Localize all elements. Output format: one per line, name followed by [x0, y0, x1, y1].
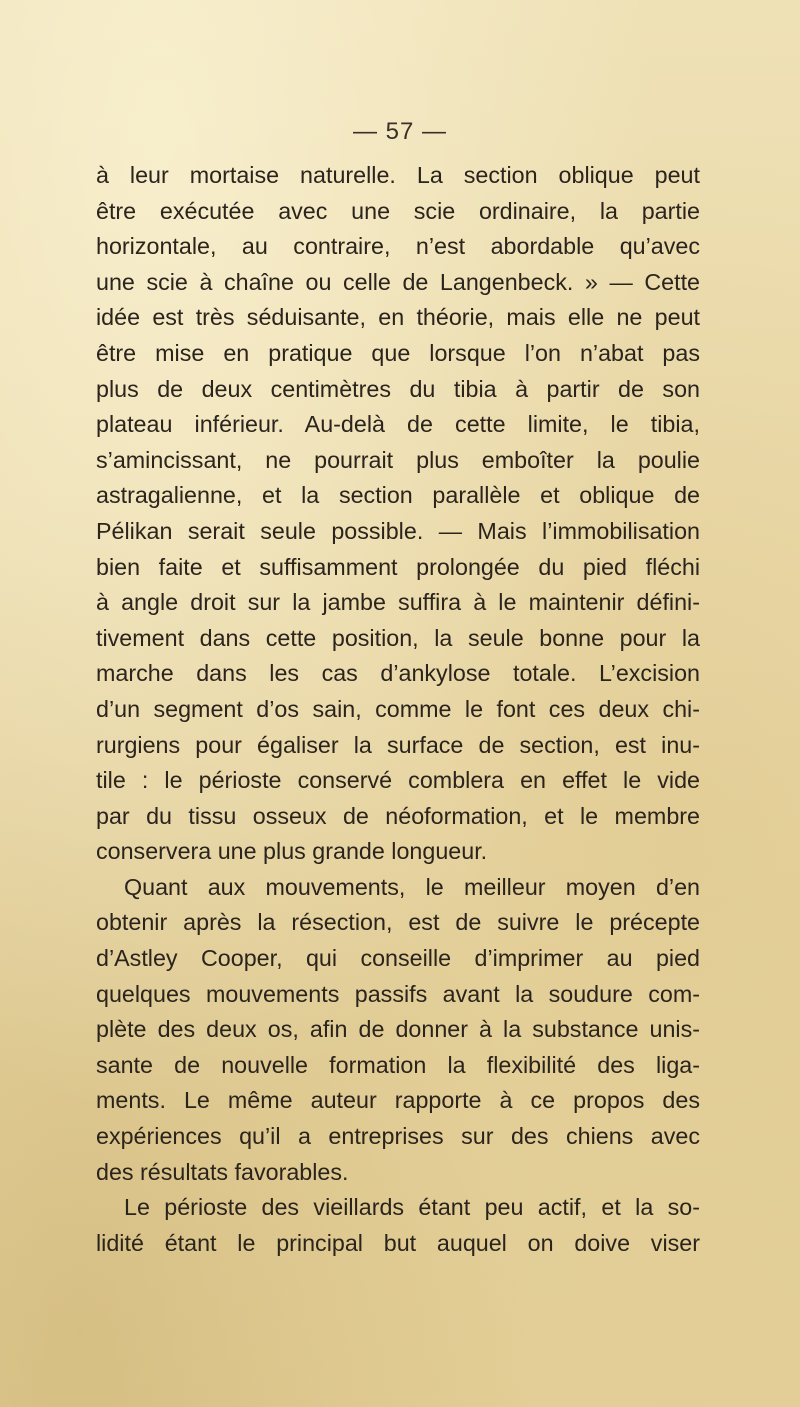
paragraph-1	[96, 158, 700, 870]
body-text	[96, 158, 700, 1261]
text-line: expériences qu’il a entreprises sur des chiens avec	[96, 1123, 700, 1150]
text-line: rurgiens pour égaliser la surface de section, est inu-	[96, 731, 700, 758]
text-line: plète des deux os, afin de donner à la substance unis-	[96, 1016, 700, 1043]
text-line: à angle droit sur la jambe suffira à le maintenir défini-	[96, 589, 700, 616]
text-line: d’Astley Cooper, qui conseille d’imprimer au pied	[96, 945, 700, 972]
text-line: astragalienne, et la section parallèle et oblique de	[96, 482, 700, 509]
text-line: obtenir après la résection, est de suivre le précepte	[96, 909, 700, 936]
text-line: ments. Le même auteur rapporte à ce propos des	[96, 1087, 700, 1114]
text-line: des résultats favorables.	[96, 1158, 349, 1185]
text-line: à leur mortaise naturelle. La section oblique peut	[96, 162, 700, 188]
text-line: idée est très séduisante, en théorie, mais elle ne peut	[96, 304, 700, 331]
text-line: tivement dans cette position, la seule bonne pour la	[96, 624, 700, 651]
text-line: conservera une plus grande longueur.	[96, 838, 488, 865]
text-line: plateau inférieur. Au-delà de cette limite, le tibia,	[96, 411, 700, 438]
text-line: s’amincissant, ne pourrait plus emboîter la poulie	[96, 446, 700, 473]
paragraph-2	[96, 870, 700, 1190]
text-line: marche dans les cas d’ankylose totale. L’excision	[96, 660, 700, 687]
text-line: quelques mouvements passifs avant la soudure com-	[96, 980, 700, 1007]
text-line: plus de deux centimètres du tibia à partir de son	[96, 375, 700, 402]
text-line: horizontale, au contraire, n’est abordable qu’avec	[96, 233, 700, 260]
text-line: Quant aux mouvements, le meilleur moyen d’en	[124, 873, 700, 900]
text-line: bien faite et suffisamment prolongée du pied fléchi	[96, 553, 700, 580]
text-line: par du tissu osseux de néoformation, et le membre	[96, 802, 700, 829]
text-line: d’un segment d’os sain, comme le font ces deux chi-	[96, 695, 700, 722]
paragraph-3	[96, 1190, 700, 1261]
text-line: être exécutée avec une scie ordinaire, la partie	[96, 197, 700, 224]
page-number: — 57 —	[352, 118, 448, 145]
text-line: lidité étant le principal but auquel on doive viser	[96, 1229, 700, 1256]
text-line: être mise en pratique que lorsque l’on n’abat pas	[96, 339, 700, 366]
text-line: sante de nouvelle formation la flexibilité des liga-	[96, 1051, 700, 1078]
text-line: Le périoste des vieillards étant peu actif, et la so-	[124, 1194, 700, 1221]
text-line: une scie à chaîne ou celle de Langenbeck. » — Cette	[96, 268, 700, 295]
text-line: tile : le périoste conservé comblera en effet le vide	[96, 767, 700, 794]
text-line: Pélikan serait seule possible. — Mais l’immobilisation	[96, 517, 700, 544]
